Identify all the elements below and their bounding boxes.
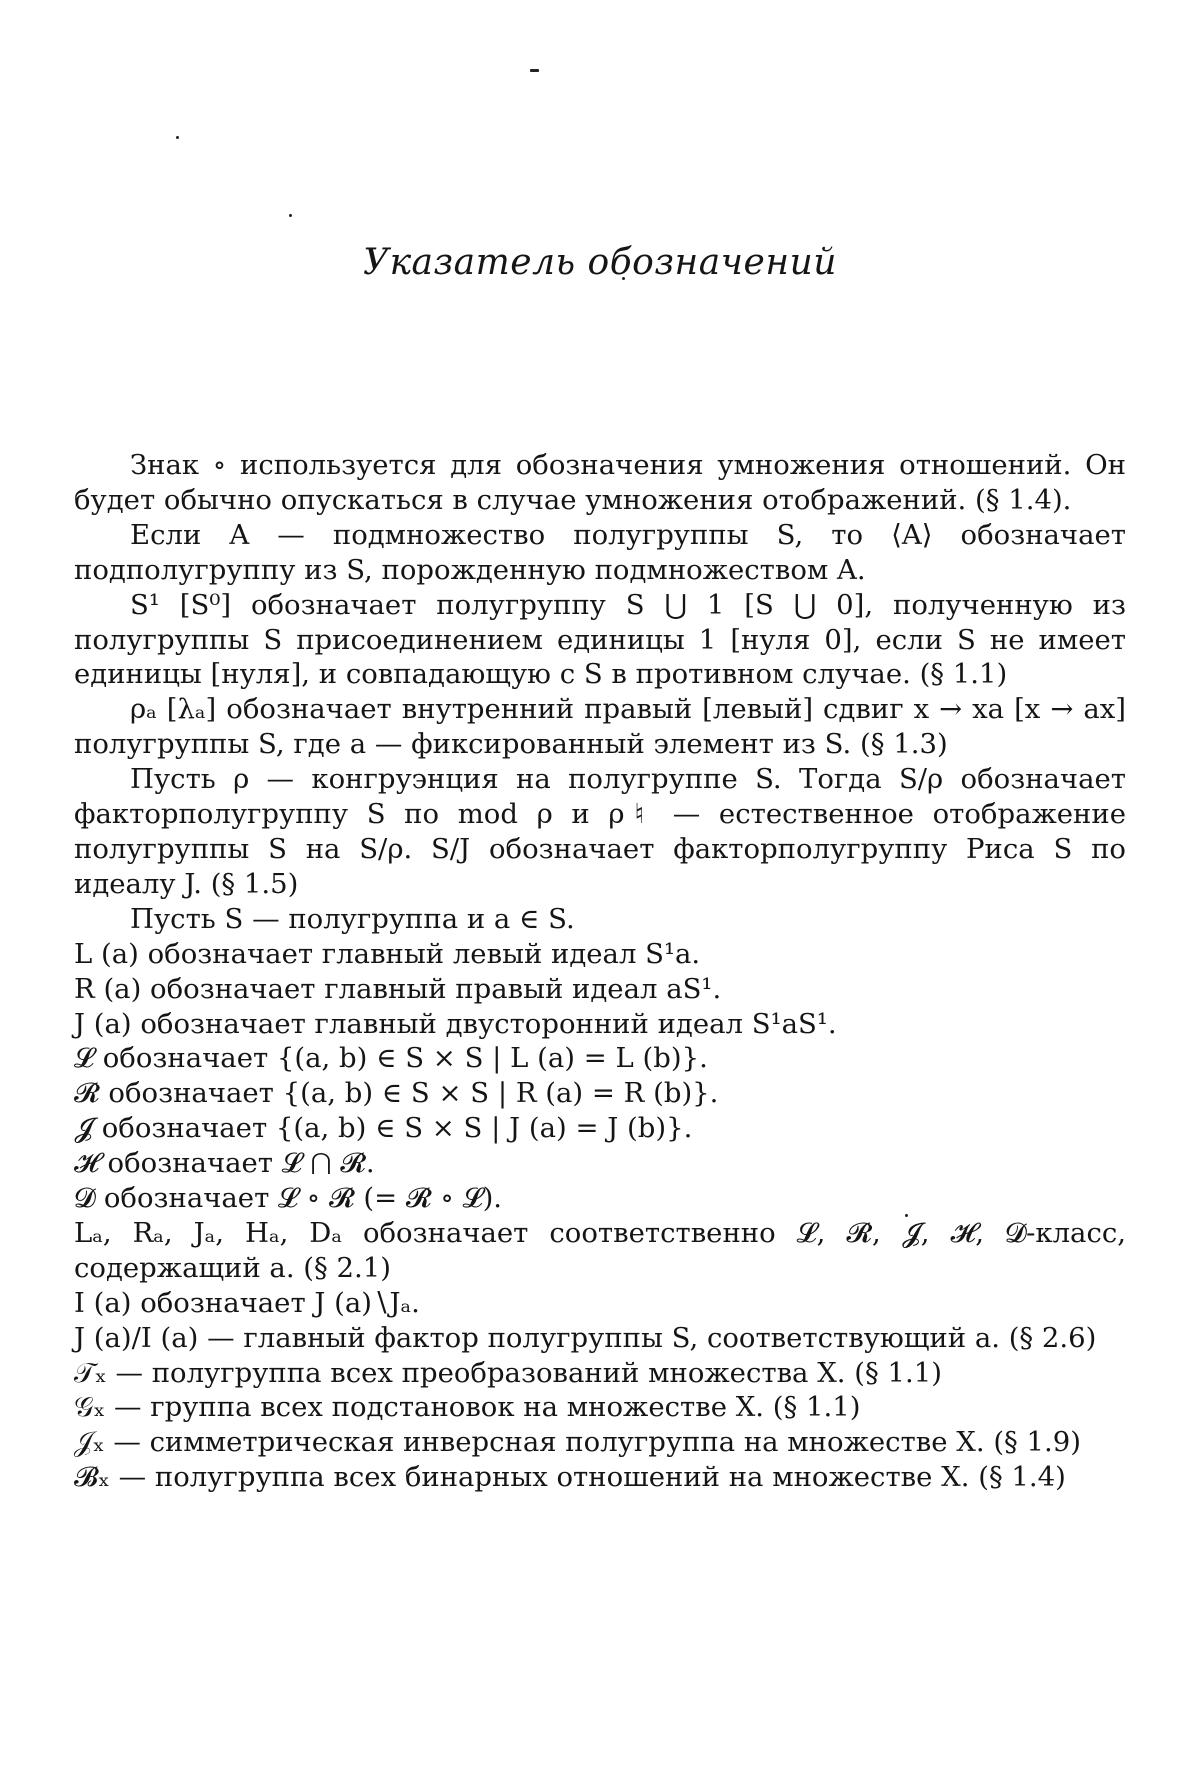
- scan-speck: [530, 69, 539, 72]
- notation-list: [74, 448, 1126, 1495]
- notation-entry: R (a) обозначает главный правый идеал aS¹.: [74, 972, 722, 1005]
- notation-entry: 𝒢ₓ — группа всех подстановок на множестве X. (§ 1.1): [74, 1391, 861, 1424]
- notation-entry: 𝓙 обозначает {(a, b) ∈ S × S | J (a) = J (b)}.: [74, 1112, 693, 1145]
- notation-entry: L (a) обозначает главный левый идеал S¹a.: [74, 937, 701, 970]
- notation-entry: Если A — подмножество полугруппы S, то ⟨A⟩ обозначает подполугруппу из S, порожденную подмножеством A.: [74, 518, 1126, 586]
- notation-entry: Пусть S — полугруппа и a ∈ S.: [130, 902, 575, 935]
- notation-entry: Lₐ, Rₐ, Jₐ, Hₐ, Dₐ обозначает соответственно 𝓛, 𝓡, 𝓙, 𝓗, 𝓓-класс, содержащий a. (§ 2.1): [74, 1216, 1126, 1284]
- notation-entry: 𝓑ₓ — полугруппа всех бинарных отношений на множестве X. (§ 1.4): [74, 1461, 1066, 1494]
- page-title: Указатель обозначений: [363, 242, 837, 283]
- notation-entry: I (a) обозначает J (a)∖Jₐ.: [74, 1286, 420, 1319]
- notation-entry: 𝒥ₓ — симметрическая инверсная полугруппа на множестве X. (§ 1.9): [74, 1426, 1082, 1459]
- notation-entry: 𝓛 обозначает {(a, b) ∈ S × S | L (a) = L (b)}.: [74, 1042, 708, 1075]
- notation-entry: 𝓗 обозначает 𝓛 ⋂ 𝓡.: [74, 1147, 375, 1180]
- notation-entry: 𝒯ₓ — полугруппа всех преобразований множества X. (§ 1.1): [74, 1356, 942, 1389]
- notation-entry: S¹ [S⁰] обозначает полугруппу S ⋃ 1 [S ⋃ 0], полученную из полугруппы S присоединением единицы 1 [нуля 0], если S не имеет единицы [нуля], и совпадающую с S в противном случае. (§ 1.1): [74, 588, 1126, 691]
- notation-entry: Знак ∘ используется для обозначения умножения отношений. Он будет обычно опускаться в случае умножения отображений. (§ 1.4).: [74, 449, 1126, 516]
- notation-entry: 𝓡 обозначает {(a, b) ∈ S × S | R (a) = R (b)}.: [74, 1077, 719, 1110]
- notation-entry: 𝓓 обозначает 𝓛 ∘ 𝓡 (= 𝓡 ∘ 𝓛).: [74, 1182, 503, 1215]
- notation-entry: Пусть ρ — конгруэнция на полугруппе S. Тогда S/ρ обозначает факторполугруппу S по mod ρ и ρ♮ — естественное отображение полугруппы S на S/ρ. S/J обозначает факторполугруппу Риса S по идеалу J. (§ 1.5): [74, 763, 1126, 900]
- scan-speck: [289, 214, 292, 217]
- notation-entry: J (a) обозначает главный двусторонний идеал S¹aS¹.: [74, 1007, 837, 1040]
- notation-entry: ρₐ [λₐ] обозначает внутренний правый [левый] сдвиг x → xa [x → ax] полугруппы S, где a — фиксированный элемент из S. (§ 1.3): [74, 693, 1126, 761]
- scan-speck: [176, 136, 179, 139]
- notation-entry: J (a)/I (a) — главный фактор полугруппы S, соответствующий a. (§ 2.6): [74, 1321, 1097, 1354]
